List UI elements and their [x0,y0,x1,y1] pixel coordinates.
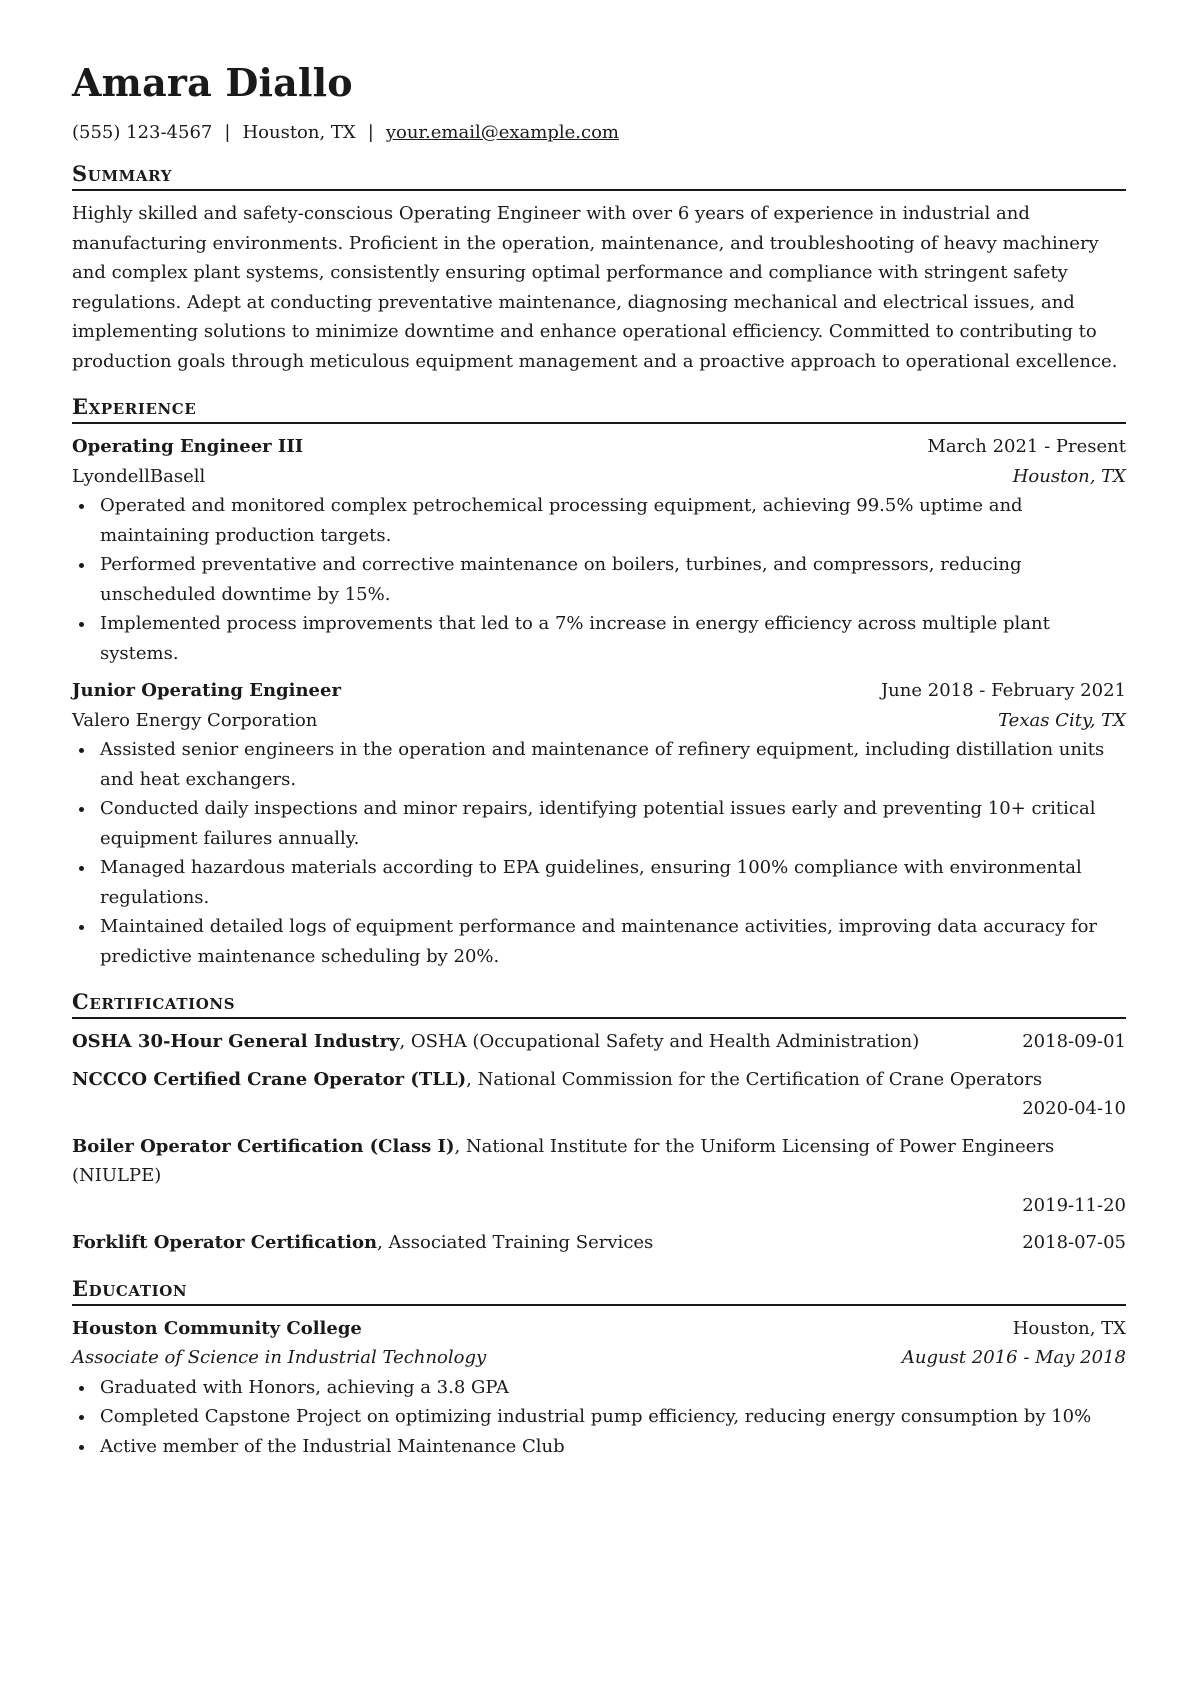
cert-issuer: , National Institute for the Uniform Licensing of Power Engineers (NIULPE) [72,1135,1055,1186]
location: Houston, TX [242,122,356,143]
bullet-item: Completed Capstone Project on optimizing industrial pump efficiency, reducing energy consumption by 10% [100,1402,1126,1432]
bullet-item: Assisted senior engineers in the operation and maintenance of refinery equipment, including distillation units and heat exchangers. [100,735,1126,794]
separator: | [224,122,231,143]
phone: (555) 123-4567 [72,122,213,143]
bullet-item: Maintained detailed logs of equipment performance and maintenance activities, improving data accuracy for predictive maintenance scheduling by 20%. [100,912,1126,971]
job-dates: March 2021 - Present [927,436,1126,457]
job-entry [72,676,1126,971]
bullet-item: Conducted daily inspections and minor repairs, identifying potential issues early and preventing 10+ critical equipment failures annually. [100,794,1126,853]
summary-text: Highly skilled and safety-conscious Operating Engineer with over 6 years of experience in industrial and manufacturing environments. Proficient in the operation, maintenance, and troubleshooting of heavy machinery and complex plant systems, consistently ensuring optimal performance and compliance with stringent safety regulations. Adept at conducting preventative maintenance, diagnosing mechanical and electrical issues, and implementing solutions to minimize downtime and enhance operational efficiency. Committed to contributing to production goals through meticulous equipment management and a proactive approach to operational excellence. [72,203,1118,372]
cert-issuer: , Associated Training Services [377,1232,654,1253]
resume-page [72,56,1126,1461]
separator: | [367,122,374,143]
education-entry [72,1314,1126,1462]
candidate-name: Amara Diallo [72,60,353,105]
job-entry [72,432,1126,668]
education-dates: August 2016 - May 2018 [901,1347,1126,1368]
job-location: Houston, TX [1012,465,1126,487]
job-bullets [72,491,1126,668]
job-bullets [72,735,1126,971]
cert-date: 2018-07-05 [1022,1232,1126,1253]
section-title-education: Education [72,1276,1126,1306]
cert-name: Forklift Operator Certification [72,1232,378,1253]
school-location: Houston, TX [1012,1317,1126,1339]
cert-date: 2018-09-01 [1022,1031,1126,1052]
cert-date: 2019-11-20 [1022,1194,1126,1216]
job-company: LyondellBasell [72,465,206,487]
certification-item [72,1132,1126,1221]
bullet-item: Active member of the Industrial Maintenance Club [100,1432,1126,1462]
cert-issuer: , OSHA (Occupational Safety and Health Administration) [399,1031,920,1052]
bullet-item: Implemented process improvements that led to a 7% increase in energy efficiency across multiple plant systems. [100,609,1126,668]
email-link[interactable]: your.email@example.com [385,122,619,143]
job-role: Junior Operating Engineer [72,680,341,701]
cert-date: 2020-04-10 [1022,1098,1126,1119]
certification-item [72,1065,1126,1124]
certification-item [72,1228,1126,1258]
school-name: Houston Community College [72,1317,362,1339]
cert-name: OSHA 30-Hour General Industry [72,1031,400,1052]
contact-line [72,121,1126,145]
education-bullets [72,1373,1126,1462]
section-title-experience: Experience [72,394,1126,424]
bullet-item: Managed hazardous materials according to EPA guidelines, ensuring 100% compliance with environmental regulations. [100,853,1126,912]
section-title-summary: Summary [72,161,1126,191]
job-location: Texas City, TX [998,709,1126,731]
certification-item [72,1027,1126,1057]
bullet-item: Graduated with Honors, achieving a 3.8 GPA [100,1373,1126,1403]
bullet-item: Operated and monitored complex petrochemical processing equipment, achieving 99.5% uptime and maintaining production targets. [100,491,1126,550]
bullet-item: Performed preventative and corrective maintenance on boilers, turbines, and compressors, reducing unscheduled downtime by 15%. [100,550,1126,609]
job-dates: June 2018 - February 2021 [880,680,1126,701]
job-role: Operating Engineer III [72,436,304,457]
cert-name: NCCCO Certified Crane Operator (TLL) [72,1068,467,1090]
job-company: Valero Energy Corporation [72,709,318,731]
cert-issuer: , National Commission for the Certification of Crane Operators [466,1068,1043,1090]
cert-name: Boiler Operator Certification (Class I) [72,1135,455,1157]
degree: Associate of Science in Industrial Technology [72,1347,487,1368]
section-title-certifications: Certifications [72,989,1126,1019]
